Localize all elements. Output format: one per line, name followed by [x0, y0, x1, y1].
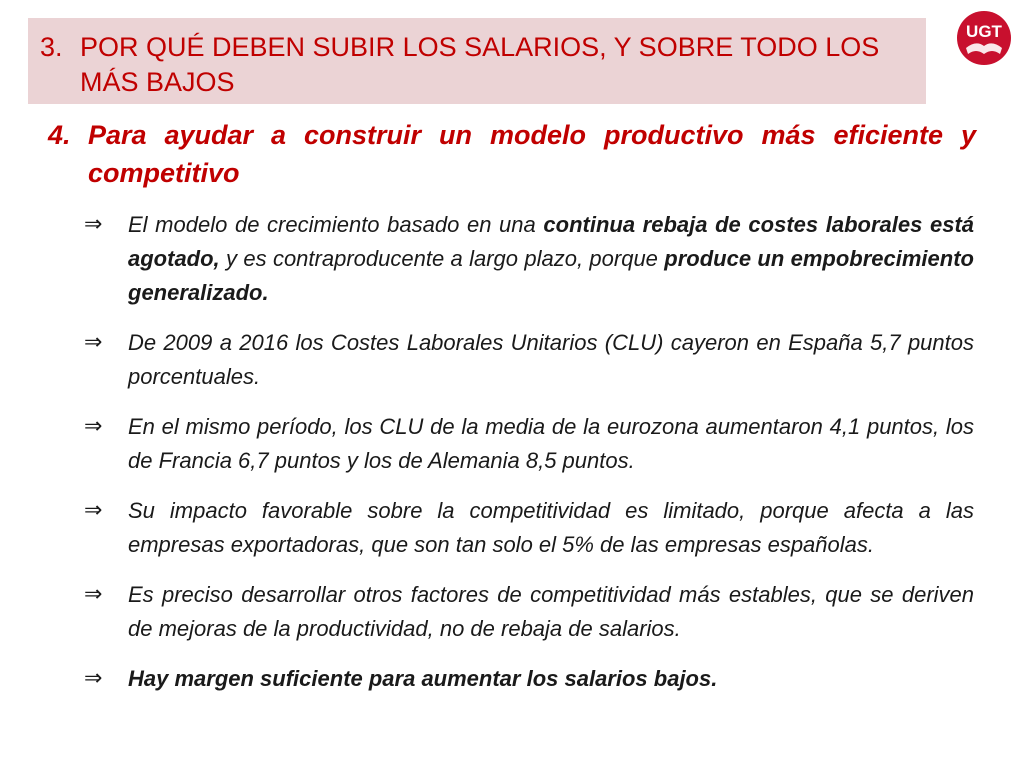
double-arrow-icon: ⇒ [84, 582, 103, 607]
ugt-logo [956, 10, 1012, 66]
bullet-text: De 2009 a 2016 los Costes Laborales Unitarios (CLU) cayeron en España 5,7 puntos porcentuales. [128, 330, 974, 389]
double-arrow-icon: ⇒ [84, 330, 103, 355]
bullet-list [84, 208, 974, 712]
section-subheading [48, 116, 976, 192]
double-arrow-icon: ⇒ [84, 414, 103, 439]
title-number: 3. [40, 32, 63, 62]
double-arrow-icon: ⇒ [84, 666, 103, 691]
bullet-text: En el mismo período, los CLU de la media de la eurozona aumentaron 4,1 puntos, los de Francia 6,7 puntos y los de Alemania 8,5 puntos. [128, 414, 974, 473]
bullet-item [84, 326, 974, 394]
bullet-text: Es preciso desarrollar otros factores de competitividad más estables, que se deriven de mejoras de la productividad, no de rebaja de salarios. [128, 582, 974, 641]
bullet-text: El modelo de crecimiento basado en una [128, 212, 544, 237]
bullet-item [84, 410, 974, 478]
slide-title-line-1 [40, 30, 916, 65]
bullet-text: y es contraproducente a largo plazo, porque [219, 246, 665, 271]
subheading-number: 4. [48, 120, 71, 150]
slide-title-box [28, 18, 926, 104]
double-arrow-icon: ⇒ [84, 498, 103, 523]
bullet-bold-text: continua rebaja de costes laborales está agotado, [128, 212, 975, 271]
bullet-bold-text: produce un empobrecimiento generalizado. [128, 246, 974, 305]
title-text-line-1: POR QUÉ DEBEN SUBIR LOS SALARIOS, Y SOBRE TODO LOS [80, 32, 880, 62]
subheading-line-2: competitivo [88, 158, 240, 188]
slide-title-line-2: MÁS BAJOS [80, 67, 235, 97]
bullet-item [84, 578, 974, 646]
logo-text: UGT [966, 22, 1002, 41]
bullet-item [84, 494, 974, 562]
bullet-text: Su impacto favorable sobre la competitividad es limitado, porque afecta a las empresas exportadoras, que son tan solo el 5% de las empresas españolas. [128, 498, 974, 557]
subheading-text-line-1: Para ayudar a construir un modelo productivo más eficiente y [88, 120, 976, 150]
double-arrow-icon: ⇒ [84, 212, 103, 237]
bullet-item [84, 662, 974, 696]
bullet-item [84, 208, 974, 310]
subheading-line-1 [48, 116, 976, 154]
bullet-bold-text: Hay margen suficiente para aumentar los salarios bajos. [128, 666, 718, 691]
